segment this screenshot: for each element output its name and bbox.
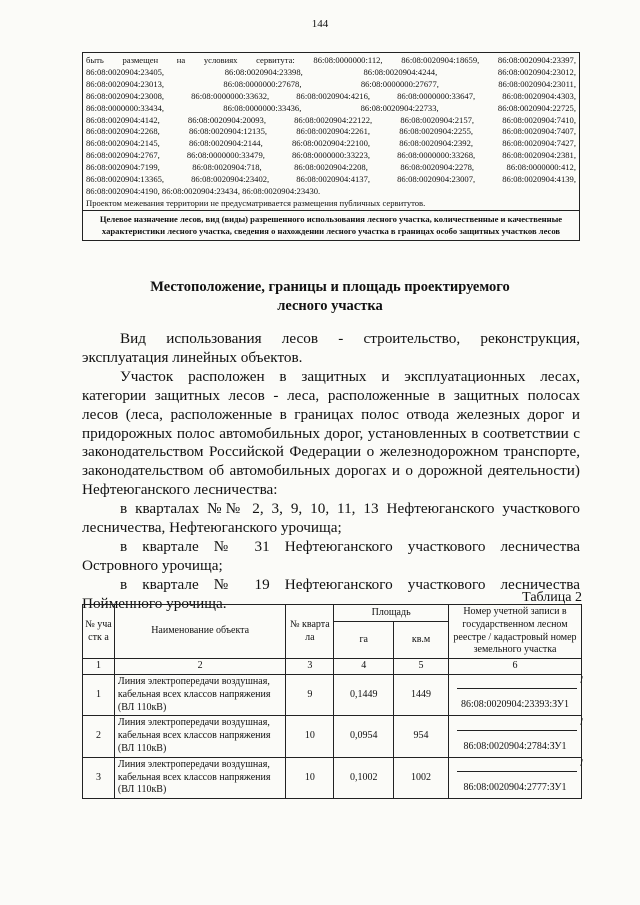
header-sqm: кв.м	[394, 622, 449, 659]
servitude-line: 86:08:0020904:2268, 86:08:0020904:12135, 86:08:0020904:2261, 86:08:0020904:2255, 86:08:0020904:7407,	[86, 126, 576, 137]
paragraph: Вид использования лесов - строительство, реконструкция, эксплуатация линейных объектов.	[82, 330, 580, 366]
location-description	[82, 330, 580, 614]
row-name: Линия электропередачи воздушная, кабельная всех классов напряжения (ВЛ 110кВ)	[114, 674, 285, 715]
column-number: 6	[448, 659, 581, 675]
servitude-line: 86:08:0020904:7199, 86:08:0020904:718, 86:08:0020904:2208, 86:08:0020904:2278, 86:08:0000000:412,	[86, 162, 576, 173]
servitude-line: 86:08:0020904:2767, 86:08:0000000:33479, 86:08:0000000:33223, 86:08:0000000:33268, 86:08:0020904:2381,	[86, 150, 576, 161]
row-ha: 0,0954	[334, 716, 394, 757]
table-row	[83, 716, 582, 757]
table-caption: Таблица 2	[522, 590, 582, 605]
row-quarter: 9	[286, 674, 334, 715]
column-number-row	[83, 659, 582, 675]
row-ha: 0,1449	[334, 674, 394, 715]
column-number: 4	[334, 659, 394, 675]
servitude-line: 86:08:0020904:4142, 86:08:0020904:20093, 86:08:0020904:22122, 86:08:0020904:2157, 86:08:0020904:7410,	[86, 114, 576, 125]
objects-table	[82, 604, 582, 799]
column-number: 3	[286, 659, 334, 675]
row-sqm: 1002	[394, 757, 449, 798]
column-number: 1	[83, 659, 115, 675]
column-number: 5	[394, 659, 449, 675]
section-title-line-2: лесного участка	[277, 298, 383, 314]
servitude-line: 86:08:0020904:23405, 86:08:0020904:23398, 86:08:0020904:4244, 86:08:0020904:23012,	[86, 66, 576, 77]
servitude-line: 86:08:0020904:23013, 86:08:0000000:27678, 86:08:0000000:27677, 86:08:0020904:23011,	[86, 78, 576, 89]
encumbrance-box	[82, 52, 580, 241]
header-quarter: № кварта ла	[286, 605, 334, 659]
row-cadastral: 86:08:0020904:23393:ЗУ1	[461, 699, 569, 711]
record-blank	[457, 678, 577, 689]
row-num: 2	[83, 716, 115, 757]
purpose-header: Целевое назначение лесов, вид (виды) разрешенного использования лесного участка, количественные и качественные характеристики лесного участка, сведения о нахождении лесного участка в границах особо защитных участков лесов	[83, 210, 579, 240]
header-name: Наименование объекта	[114, 605, 285, 659]
servitude-line: 86:08:0020904:13365, 86:08:0020904:23402, 86:08:0020904:4137, 86:08:0020904:23007, 86:08:0020904:4139,	[86, 174, 576, 185]
servitude-line: 86:08:0020904:4190, 86:08:0020904:23434, 86:08:0020904:23430.	[86, 185, 321, 196]
paragraph: в кварталах №№ 2, 3, 9, 10, 11, 13 Нефтеюганского участкового лесничества, Нефтеюганского урочища;	[82, 500, 580, 537]
row-cadastral: 86:08:0020904:2777:ЗУ1	[463, 782, 567, 794]
paragraph: Участок расположен в защитных и эксплуатационных лесах, категории защитных лесов - леса, расположенные в защитных полосах лесов (леса, расположенные в границах полос отвода железных дорог и придорожных полос автомобильных дорог, установленных в соответствии с законодательством Российской Федерации о железнодорожном транспорте, законодательством об автомобильных дорогах и о дорожной деятельности) Нефтеюганского лесничества:	[82, 367, 580, 499]
row-num: 3	[83, 757, 115, 798]
section-title	[90, 278, 570, 316]
table-row	[83, 757, 582, 798]
servitude-line: 86:08:0020904:23008, 86:08:0000000:33632, 86:08:0020904:4216, 86:08:0000000:33647, 86:08:0020904:4303,	[86, 90, 576, 101]
row-sqm: 954	[394, 716, 449, 757]
row-record	[448, 674, 581, 715]
row-quarter: 10	[286, 757, 334, 798]
record-blank	[457, 761, 577, 772]
section-title-line-1: Местоположение, границы и площадь проектируемого	[150, 279, 510, 295]
table-header-row	[83, 605, 582, 622]
row-sqm: 1449	[394, 674, 449, 715]
record-blank	[457, 720, 577, 731]
servitude-line: 86:08:0020904:2145, 86:08:0020904:2144, 86:08:0020904:22100, 86:08:0020904:2392, 86:08:0020904:7427,	[86, 138, 576, 149]
row-ha: 0,1002	[334, 757, 394, 798]
header-num: № уча стк а	[83, 605, 115, 659]
paragraph: в квартале № 31 Нефтеюганского участкового лесничества Островного урочища;	[82, 537, 580, 574]
page-number: 144	[311, 18, 329, 30]
servitude-note: Проектом межевания территории не предусматривается размещения публичных сервитутов.	[86, 197, 426, 208]
servitude-text	[83, 53, 579, 198]
row-num: 1	[83, 674, 115, 715]
row-quarter: 10	[286, 716, 334, 757]
header-ha: га	[334, 622, 394, 659]
header-area: Площадь	[334, 605, 449, 622]
servitude-line: 86:08:0000000:33434, 86:08:0000000:33436, 86:08:0020904:22733, 86:08:0020904:22725,	[86, 102, 576, 113]
table-row	[83, 674, 582, 715]
header-record: Номер учетной записи в государственном лесном реестре / кадастровый номер земельного участка	[448, 605, 581, 659]
row-name: Линия электропередачи воздушная, кабельная всех классов напряжения (ВЛ 110кВ)	[114, 716, 285, 757]
row-record	[448, 716, 581, 757]
column-number: 2	[114, 659, 285, 675]
row-record	[448, 757, 581, 798]
paragraph: в квартале № 19 Нефтеюганского участкового лесничества Пойменного урочища.	[82, 575, 580, 612]
servitude-line: быть размещен на условиях сервитута: 86:08:0000000:112, 86:08:0020904:18659, 86:08:0020904:23397,	[86, 55, 576, 65]
row-cadastral: 86:08:0020904:2784:ЗУ1	[463, 740, 567, 752]
row-name: Линия электропередачи воздушная, кабельная всех классов напряжения (ВЛ 110кВ)	[114, 757, 285, 798]
